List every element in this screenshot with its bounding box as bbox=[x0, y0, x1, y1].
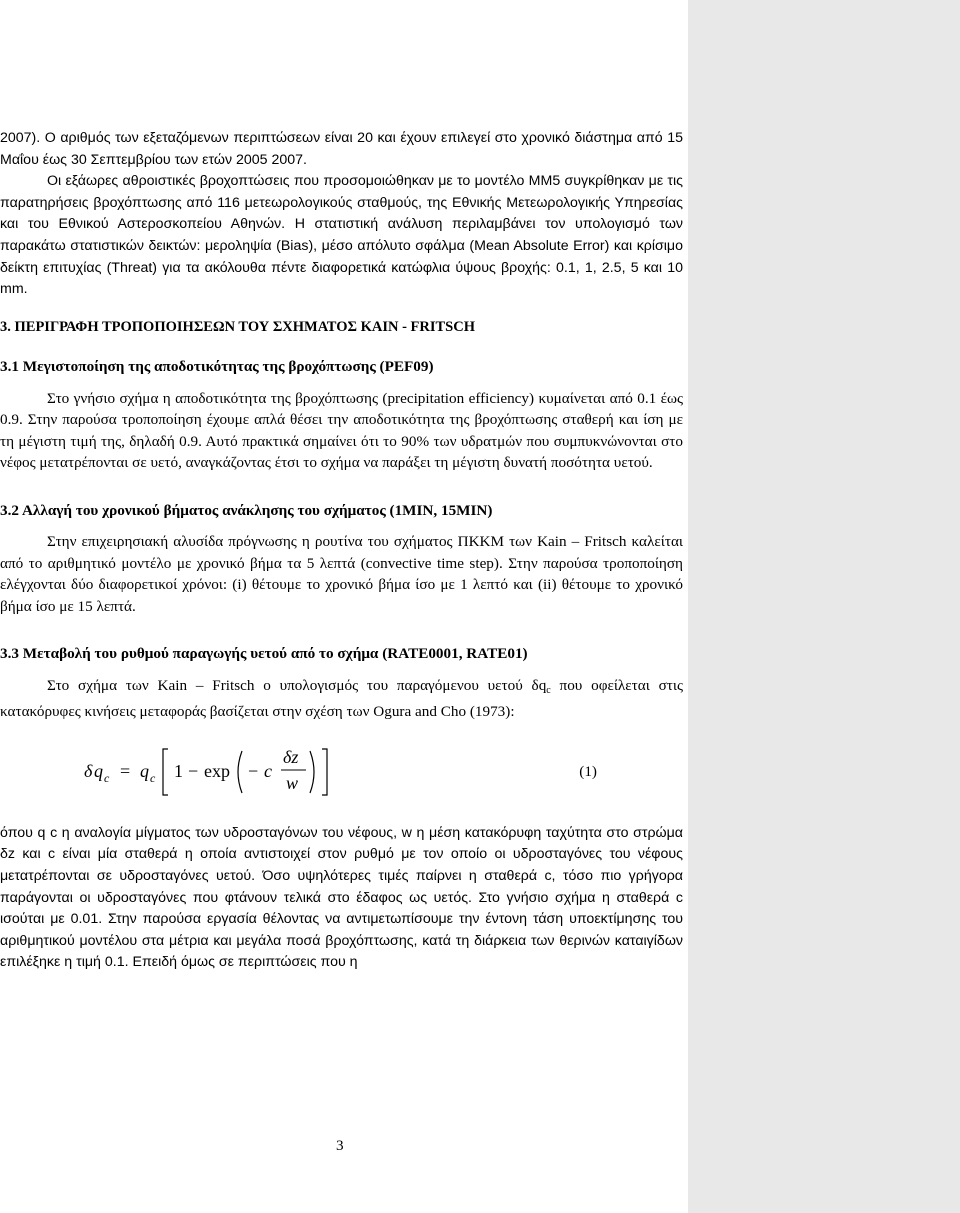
paragraph-text-before: Στο σχήμα των Kain – Fritsch ο υπολογισμός του παραγόμενου υετού δq bbox=[47, 676, 547, 694]
equation-formula bbox=[84, 739, 404, 801]
post-equation-paragraph: όπου q c η αναλογία μίγματος των υδροσταγόνων του νέφους, w η μέση κατακόρυφη ταχύτητα στο στρώμα δz και c είναι μία σταθερά η οποία αντιστοιχεί στον ρυθμό με τον οποίο οι υδροσταγόνες του νέφους μετατρέπονται σε υδροσταγόνες υετού. Όσο υψηλότερες τιμές παίρνει η σταθερά c, τόσο πιο γρήγορα παράγονται οι υδροσταγόνες που φτάνουν τελικά στο έδαφος ως υετός. Στο γνήσιο σχήμα η σταθερά c ισούται με 0.01. Στην παρούσα εργασία θέλοντας να αντιμετωπίσουμε την έντονη τάση υποεκτίμησης του αριθμητικού μοντέλου στα μέτρια και μεγάλα ποσά βροχόπτωσης, κατά τη διάρκεια των θερινών καταιγίδων επιλέξηκε η τιμή 0.1. Επειδή όμως σε περιπτώσεις που η bbox=[0, 824, 683, 971]
paragraph-text-after: που οφείλεται στις κατακόρυφες κινήσεις μεταφοράς βασίζεται στην σχέση των Ogura and Cho (1973): bbox=[0, 676, 683, 721]
eq-left-paren bbox=[238, 751, 242, 793]
document-page bbox=[0, 128, 683, 974]
eq-denominator: w bbox=[286, 772, 299, 793]
eq-minus-2: − bbox=[248, 760, 259, 781]
section-heading: 3. ΠΕΡΙΓΡΑΦΗ ΤΡΟΠΟΠΟΙΗΣΕΩΝ ΤΟΥ ΣΧΗΜΑΤΟΣ KAIN - FRITSCH bbox=[0, 318, 475, 335]
subsection-3-2-paragraph: Στην επιχειρησιακή αλυσίδα πρόγνωσης η ρουτίνα του σχήματος ΠΚΚΜ των Kain – Fritsch καλείται από το αριθμητικό μοντέλο με χρονικό βήμα τα 5 λεπτά (convective time step). Στην παρούσα τροποποίηση ελέγχονται δύο διαφορετικοί χρόνοι: (i) θέτουμε το χρονικό βήμα ίσο με 1 λεπτό και (ii) θέτουμε το χρονικό βήμα ίσο με 15 λεπτά. bbox=[0, 533, 683, 615]
equation-block bbox=[0, 739, 683, 801]
eq-right-paren bbox=[310, 751, 314, 793]
eq-exp: exp bbox=[204, 760, 230, 781]
subsection-3-3-heading: 3.3 Μεταβολή του ρυθμού παραγωγής υετού από το σχήμα (RATE0001, RATE01) bbox=[0, 645, 528, 663]
eq-lhs-q: q bbox=[94, 760, 103, 781]
subsection-3-1-heading: 3.1 Μεγιστοποίηση της αποδοτικότητας της βροχόπτωσης (PEF09) bbox=[0, 358, 434, 376]
subscript-c: c bbox=[546, 684, 551, 696]
eq-right-bracket bbox=[322, 749, 327, 795]
subsection-3-2-heading: 3.2 Αλλαγή του χρονικού βήματος ανάκλησης του σχήματος (1MIN, 15MIN) bbox=[0, 501, 493, 519]
eq-rhs-q: q bbox=[140, 760, 149, 781]
method-paragraph: Οι εξάωρες αθροιστικές βροχοπτώσεις που προσομοιώθηκαν με το μοντέλο ΜΜ5 συγκρίθηκαν με τις παρατηρήσεις βροχόπτωσης από 116 μετεωρολογικούς σταθμούς, της Εθνικής Μετεωρολογικής Υπηρεσίας και του Εθνικού Αστεροσκοπείου Αθηνών. Η στατιστική ανάλυση περιλαμβάνει τον υπολογισμό των παρακάτω στατιστικών δεικτών: μεροληψία (Bias), μέσο απόλυτο σφάλμα (Mean Absolute Error) και κρίσιμο δείκτη επιτυχίας (Threat) για τα ακόλουθα πέντε διαφορετικά κατώφλια ύψους βροχής: 0.1, 1, 2.5, 5 και 10 mm. bbox=[0, 173, 683, 298]
eq-minus: − bbox=[188, 760, 199, 781]
intro-paragraph: 2007). Ο αριθμός των εξεταζόμενων περιπτώσεων είναι 20 και έχουν επιλεγεί στο χρονικό διάστημα από 15 Μαΐου έως 30 Σεπτεμβρίου των ετών 2005 2007. bbox=[0, 130, 683, 168]
equation-number: (1) bbox=[579, 762, 597, 780]
eq-c: c bbox=[264, 760, 272, 781]
eq-left-bracket bbox=[163, 749, 168, 795]
page-number: 3 bbox=[336, 1137, 344, 1154]
eq-rhs-sub: c bbox=[150, 770, 156, 785]
eq-lhs-delta: δ bbox=[84, 760, 93, 781]
eq-equals: = bbox=[120, 760, 131, 781]
subsection-3-1-paragraph: Στο γνήσιο σχήμα η αποδοτικότητα της βροχόπτωσης (precipitation efficiency) κυμαίνεται από 0.1 έως 0.9. Στην παρούσα τροποποίηση έχουμε απλά θέσει την αποδοτικότητα της βροχόπτωσης σταθερή και ίση με τη μέγιστη τιμή της, δηλαδή 0.9. Αυτό πρακτικά σημαίνει ότι το 90% των υδρατμών που συμπυκνώνονται στο νέφος μετατρέπονται σε υετό, αναγκάζοντας έτσι το σχήμα να παράξει τη μέγιστη δυνατή ποσότητα υετού. bbox=[0, 389, 683, 472]
eq-one: 1 bbox=[174, 760, 183, 781]
subsection-3-3-paragraph bbox=[0, 675, 683, 723]
eq-numerator: δz bbox=[283, 746, 299, 767]
comment-margin-panel bbox=[688, 0, 960, 1213]
eq-lhs-sub: c bbox=[104, 770, 110, 785]
